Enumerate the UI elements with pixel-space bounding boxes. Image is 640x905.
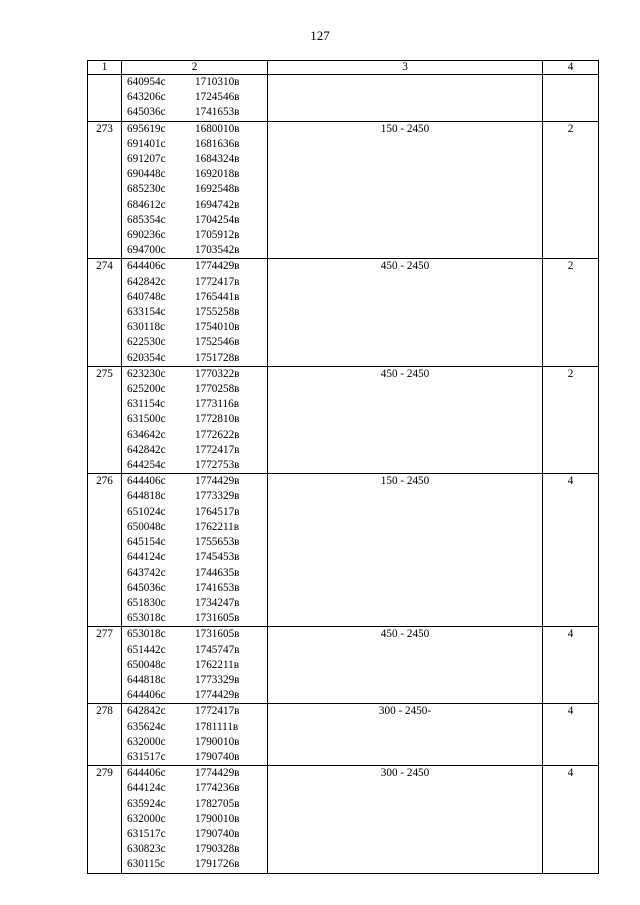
- coordinate-pair: [122, 443, 267, 458]
- coordinate-pair: [122, 243, 267, 258]
- coordinate-pair: [122, 122, 267, 137]
- latitude-value: 631154с: [127, 398, 166, 411]
- latitude-value: 630118с: [127, 321, 166, 334]
- latitude-value: 643206с: [127, 91, 166, 104]
- longitude-value: 1765441в: [195, 290, 240, 303]
- longitude-value: 1745453в: [195, 551, 240, 564]
- coordinate-pair: [122, 505, 267, 520]
- latitude-value: 645036с: [127, 581, 166, 594]
- coordinate-pair: [122, 90, 267, 105]
- latitude-value: 644406с: [127, 260, 166, 273]
- depth-range: [268, 75, 543, 122]
- coordinate-pair: [122, 812, 267, 827]
- longitude-value: 1710310в: [195, 76, 240, 88]
- longitude-value: 1755258в: [195, 306, 240, 319]
- coordinates-cell: [122, 75, 268, 122]
- depth-range: 450 - 2450: [268, 627, 543, 704]
- latitude-value: 650048с: [127, 658, 166, 671]
- latitude-value: 642842с: [127, 705, 166, 718]
- latitude-value: 623230с: [127, 367, 166, 380]
- coordinate-pair: [122, 474, 267, 489]
- coordinate-pair: [122, 305, 267, 320]
- coordinate-pair: [122, 335, 267, 350]
- latitude-value: 651024с: [127, 505, 166, 518]
- longitude-value: 1741653в: [195, 106, 240, 119]
- table-row: [88, 75, 599, 122]
- coordinate-pair: [122, 842, 267, 857]
- table-row: [88, 627, 599, 704]
- coordinate-pair: [122, 627, 267, 642]
- longitude-value: 1764517в: [195, 505, 240, 518]
- longitude-value: 1681636в: [195, 137, 240, 150]
- latitude-value: 635624с: [127, 720, 166, 733]
- depth-range: 150 - 2450: [268, 121, 543, 259]
- coordinate-pair: [122, 382, 267, 397]
- coordinate-pair: [122, 797, 267, 812]
- longitude-value: 1774429в: [195, 767, 240, 780]
- longitude-value: 1790010в: [195, 735, 240, 748]
- coordinate-pair: [122, 857, 267, 872]
- longitude-value: 1752546в: [195, 336, 240, 349]
- latitude-value: 653018с: [127, 628, 166, 641]
- latitude-value: 644406с: [127, 475, 166, 488]
- latitude-value: 630115с: [127, 858, 166, 871]
- category-value: 2: [543, 121, 599, 259]
- longitude-value: 1724546в: [195, 91, 240, 104]
- longitude-value: 1734247в: [195, 596, 240, 609]
- latitude-value: 632000с: [127, 812, 166, 825]
- longitude-value: 1772753в: [195, 459, 240, 472]
- category-value: [543, 75, 599, 122]
- table-row: [88, 704, 599, 766]
- longitude-value: 1781111в: [195, 720, 239, 733]
- longitude-value: 1774236в: [195, 782, 240, 795]
- latitude-value: 631517с: [127, 827, 166, 840]
- longitude-value: 1773329в: [195, 490, 240, 503]
- coordinate-pair: [122, 704, 267, 719]
- latitude-value: 620354с: [127, 351, 166, 364]
- coordinates-table: [87, 60, 599, 874]
- latitude-value: 694700с: [127, 244, 166, 257]
- coordinates-cell: [122, 704, 268, 766]
- coordinate-pair: [122, 520, 267, 535]
- longitude-value: 1782705в: [195, 797, 240, 810]
- latitude-value: 622530с: [127, 336, 166, 349]
- latitude-value: 640748с: [127, 290, 166, 303]
- column-header-1: 1: [88, 61, 122, 75]
- coordinate-pair: [122, 290, 267, 305]
- latitude-value: 644818с: [127, 490, 166, 503]
- longitude-value: 1754010в: [195, 321, 240, 334]
- latitude-value: 642842с: [127, 443, 166, 456]
- coordinate-pair: [122, 735, 267, 750]
- latitude-value: 633154с: [127, 306, 166, 319]
- latitude-value: 644406с: [127, 767, 166, 780]
- depth-range: 150 - 2450: [268, 474, 543, 627]
- longitude-value: 1705912в: [195, 229, 240, 242]
- coordinate-pair: [122, 673, 267, 688]
- longitude-value: 1684324в: [195, 153, 240, 166]
- latitude-value: 625200с: [127, 383, 166, 396]
- latitude-value: 645154с: [127, 536, 166, 549]
- latitude-value: 631500с: [127, 413, 166, 426]
- longitude-value: 1772622в: [195, 428, 240, 441]
- column-header-3: 3: [268, 61, 543, 75]
- longitude-value: 1791726в: [195, 858, 240, 871]
- category-value: 4: [543, 474, 599, 627]
- coordinate-pair: [122, 397, 267, 412]
- longitude-value: 1762211в: [195, 520, 240, 533]
- longitude-value: 1790328в: [195, 843, 240, 856]
- row-number: 279: [88, 766, 122, 873]
- coordinate-pair: [122, 198, 267, 213]
- longitude-value: 1773116в: [195, 398, 240, 411]
- coordinate-pair: [122, 75, 267, 90]
- table-row: [88, 259, 599, 366]
- latitude-value: 644124с: [127, 782, 166, 795]
- coordinate-pair: [122, 167, 267, 182]
- latitude-value: 642842с: [127, 275, 166, 288]
- longitude-value: 1790010в: [195, 812, 240, 825]
- coordinate-pair: [122, 827, 267, 842]
- column-header-4: 4: [543, 61, 599, 75]
- table-row: [88, 366, 599, 473]
- longitude-value: 1772417в: [195, 705, 240, 718]
- coordinate-pair: [122, 137, 267, 152]
- row-number: 275: [88, 366, 122, 473]
- latitude-value: 651442с: [127, 643, 166, 656]
- coordinate-pair: [122, 596, 267, 611]
- latitude-value: 643742с: [127, 566, 166, 579]
- coordinate-pair: [122, 428, 267, 443]
- longitude-value: 1703542в: [195, 244, 240, 257]
- table-row: [88, 474, 599, 627]
- latitude-value: 630823с: [127, 843, 166, 856]
- coordinate-pair: [122, 182, 267, 197]
- longitude-value: 1744635в: [195, 566, 240, 579]
- coordinate-pair: [122, 228, 267, 243]
- longitude-value: 1694742в: [195, 198, 240, 211]
- coordinate-pair: [122, 213, 267, 228]
- table-header-row: [88, 61, 599, 75]
- longitude-value: 1731605в: [195, 628, 240, 641]
- coordinate-pair: [122, 351, 267, 366]
- coordinate-pair: [122, 152, 267, 167]
- latitude-value: 653018с: [127, 612, 166, 625]
- longitude-value: 1762211в: [195, 658, 240, 671]
- coordinate-pair: [122, 550, 267, 565]
- coordinate-pair: [122, 611, 267, 626]
- latitude-value: 644818с: [127, 673, 166, 686]
- latitude-value: 690236с: [127, 229, 166, 242]
- coordinates-cell: [122, 121, 268, 259]
- latitude-value: 650048с: [127, 520, 166, 533]
- latitude-value: 634642с: [127, 428, 166, 441]
- row-number: 276: [88, 474, 122, 627]
- coordinate-pair: [122, 320, 267, 335]
- coordinate-pair: [122, 750, 267, 765]
- coordinate-pair: [122, 259, 267, 274]
- longitude-value: 1772810в: [195, 413, 240, 426]
- coordinate-pair: [122, 688, 267, 703]
- longitude-value: 1680010в: [195, 122, 240, 135]
- latitude-value: 632000с: [127, 735, 166, 748]
- coordinate-pair: [122, 766, 267, 781]
- coordinates-cell: [122, 474, 268, 627]
- coordinate-pair: [122, 105, 267, 120]
- latitude-value: 685354с: [127, 213, 166, 226]
- table-row: [88, 121, 599, 259]
- category-value: 4: [543, 766, 599, 873]
- latitude-value: 631517с: [127, 750, 166, 763]
- longitude-value: 1790740в: [195, 827, 240, 840]
- depth-range: 300 - 2450-: [268, 704, 543, 766]
- longitude-value: 1745747в: [195, 643, 240, 656]
- page-number: 127: [310, 28, 330, 43]
- coordinate-pair: [122, 781, 267, 796]
- category-value: 2: [543, 259, 599, 366]
- longitude-value: 1770258в: [195, 383, 240, 396]
- coordinates-cell: [122, 766, 268, 873]
- latitude-value: 684612с: [127, 198, 166, 211]
- category-value: 4: [543, 704, 599, 766]
- coordinate-pair: [122, 535, 267, 550]
- latitude-value: 644124с: [127, 551, 166, 564]
- longitude-value: 1692018в: [195, 168, 240, 181]
- coordinate-pair: [122, 489, 267, 504]
- coordinate-pair: [122, 367, 267, 382]
- longitude-value: 1770322в: [195, 367, 240, 380]
- latitude-value: 640954с: [127, 76, 166, 88]
- longitude-value: 1774429в: [195, 689, 240, 702]
- coordinate-pair: [122, 643, 267, 658]
- longitude-value: 1751728в: [195, 351, 240, 364]
- longitude-value: 1731605в: [195, 612, 240, 625]
- coordinates-cell: [122, 259, 268, 366]
- latitude-value: 690448с: [127, 168, 166, 181]
- coordinate-pair: [122, 581, 267, 596]
- longitude-value: 1774429в: [195, 475, 240, 488]
- row-number: 274: [88, 259, 122, 366]
- row-number: [88, 75, 122, 122]
- coordinate-pair: [122, 412, 267, 427]
- latitude-value: 695619с: [127, 122, 166, 135]
- longitude-value: 1773329в: [195, 673, 240, 686]
- table-row: [88, 766, 599, 873]
- row-number: 273: [88, 121, 122, 259]
- longitude-value: 1692548в: [195, 183, 240, 196]
- category-value: 2: [543, 366, 599, 473]
- latitude-value: 651830с: [127, 596, 166, 609]
- depth-range: 450 - 2450: [268, 259, 543, 366]
- latitude-value: 691207с: [127, 153, 166, 166]
- coordinate-pair: [122, 458, 267, 473]
- coordinate-pair: [122, 566, 267, 581]
- row-number: 278: [88, 704, 122, 766]
- longitude-value: 1774429в: [195, 260, 240, 273]
- latitude-value: 691401с: [127, 137, 166, 150]
- latitude-value: 645036с: [127, 106, 166, 119]
- coordinate-pair: [122, 720, 267, 735]
- depth-range: 300 - 2450: [268, 766, 543, 873]
- longitude-value: 1704254в: [195, 213, 240, 226]
- longitude-value: 1772417в: [195, 443, 240, 456]
- longitude-value: 1790740в: [195, 750, 240, 763]
- latitude-value: 644406с: [127, 689, 166, 702]
- latitude-value: 644254с: [127, 459, 166, 472]
- column-header-2: 2: [122, 61, 268, 75]
- coordinates-cell: [122, 366, 268, 473]
- latitude-value: 635924с: [127, 797, 166, 810]
- longitude-value: 1772417в: [195, 275, 240, 288]
- longitude-value: 1755653в: [195, 536, 240, 549]
- category-value: 4: [543, 627, 599, 704]
- coordinate-pair: [122, 275, 267, 290]
- coordinate-pair: [122, 658, 267, 673]
- latitude-value: 685230с: [127, 183, 166, 196]
- depth-range: 450 - 2450: [268, 366, 543, 473]
- coordinates-cell: [122, 627, 268, 704]
- longitude-value: 1741653в: [195, 581, 240, 594]
- row-number: 277: [88, 627, 122, 704]
